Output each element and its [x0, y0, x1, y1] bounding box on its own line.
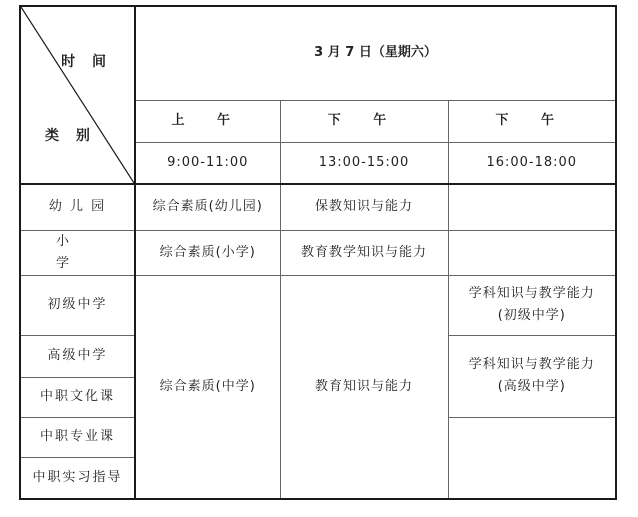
period-time-3: 16:00-18:00 — [448, 142, 616, 184]
empty-cell — [448, 184, 616, 230]
period-label-1: 上 午 — [135, 100, 280, 142]
subject-education-teaching-knowledge: 教育教学知识与能力 — [280, 230, 448, 275]
header-corner-cell — [20, 6, 135, 184]
category-primary: 小 学 — [20, 230, 135, 275]
period-label-3: 下 午 — [448, 100, 616, 142]
subject-knowledge-junior-note: (初级中学) — [497, 308, 566, 323]
empty-cell — [448, 230, 616, 275]
subject-comprehensive-middle: 综合素质(中学) — [135, 275, 280, 499]
category-vocational-major: 中职专业课 — [20, 417, 135, 457]
subject-knowledge-junior-title: 学科知识与教学能力 — [468, 286, 595, 301]
exam-date: 3 月 7 日（星期六） — [135, 6, 616, 100]
subject-knowledge-junior — [448, 275, 616, 335]
subject-comprehensive-kindergarten: 综合素质(幼儿园) — [135, 184, 280, 230]
time-header-label: 时 间 — [61, 54, 112, 70]
category-header-label: 类 别 — [45, 128, 96, 144]
category-vocational-practice: 中职实习指导 — [20, 457, 135, 499]
period-label-2: 下 午 — [280, 100, 448, 142]
subject-knowledge-senior-note: (高级中学) — [497, 379, 566, 394]
category-senior-middle: 高级中学 — [20, 335, 135, 377]
subject-knowledge-senior — [448, 335, 616, 417]
subject-knowledge-senior-title: 学科知识与教学能力 — [468, 357, 595, 372]
period-time-1: 9:00-11:00 — [135, 142, 280, 184]
exam-schedule-table — [19, 5, 617, 500]
category-vocational-culture: 中职文化课 — [20, 377, 135, 417]
category-junior-middle: 初级中学 — [20, 275, 135, 335]
subject-comprehensive-primary: 综合素质(小学) — [135, 230, 280, 275]
empty-cell — [448, 417, 616, 499]
period-time-2: 13:00-15:00 — [280, 142, 448, 184]
subject-childcare-knowledge: 保教知识与能力 — [280, 184, 448, 230]
diagonal-divider — [21, 7, 134, 183]
category-kindergarten: 幼 儿 园 — [20, 184, 135, 230]
subject-education-knowledge: 教育知识与能力 — [280, 275, 448, 499]
